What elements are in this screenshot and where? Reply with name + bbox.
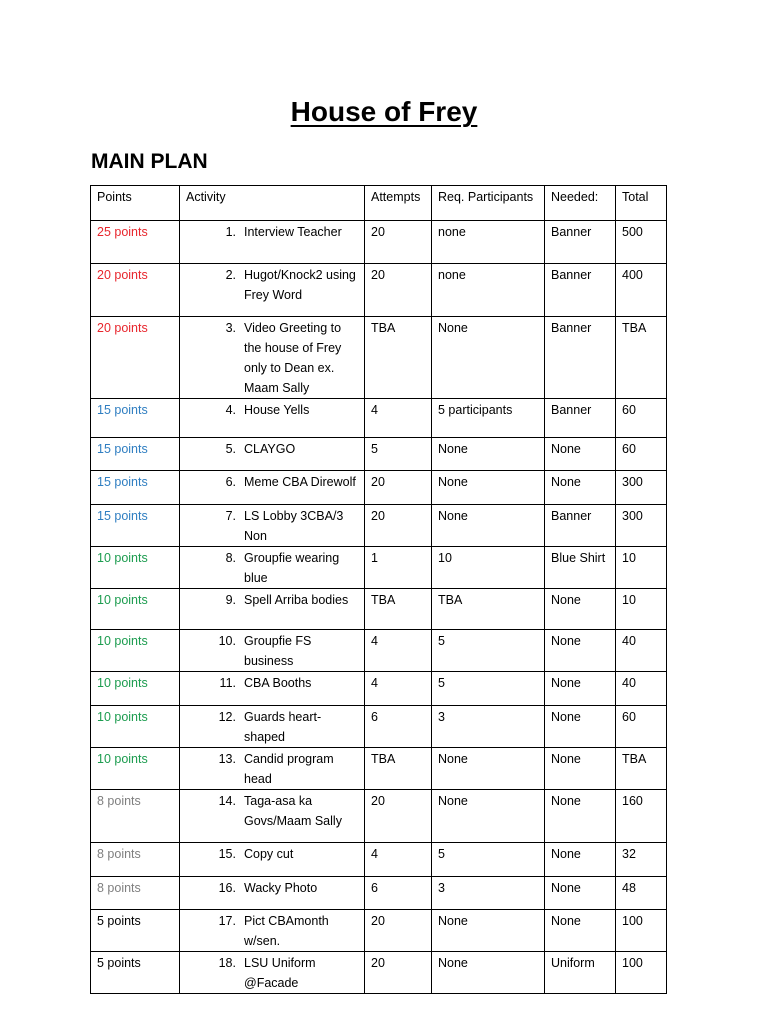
activity-text: Copy cut bbox=[244, 847, 294, 861]
needed-cell: Banner bbox=[545, 399, 616, 438]
needed-cell: Uniform bbox=[545, 952, 616, 994]
activity-number: 12. bbox=[218, 710, 236, 724]
attempts-cell: 20 bbox=[365, 264, 432, 317]
needed-cell: None bbox=[545, 438, 616, 471]
attempts-cell: TBA bbox=[365, 589, 432, 630]
needed-cell: None bbox=[545, 589, 616, 630]
table-row bbox=[91, 505, 667, 547]
header-total: Total bbox=[616, 186, 667, 221]
activity-number: 4. bbox=[225, 403, 236, 417]
activity-number: 10. bbox=[218, 634, 236, 648]
activity-cell bbox=[180, 589, 365, 630]
activity-text: Wacky Photo bbox=[244, 881, 318, 895]
participants-cell: none bbox=[432, 264, 545, 317]
total-cell: 60 bbox=[616, 706, 667, 748]
table-row bbox=[91, 672, 667, 706]
participants-cell: 5 participants bbox=[432, 399, 545, 438]
table-row bbox=[91, 748, 667, 790]
total-cell: 32 bbox=[616, 843, 667, 877]
activity-text: Groupfie FS business bbox=[244, 634, 312, 668]
total-cell: 40 bbox=[616, 630, 667, 672]
participants-cell: None bbox=[432, 438, 545, 471]
activity-cell bbox=[180, 547, 365, 589]
activity-number: 1. bbox=[225, 225, 236, 239]
activity-cell bbox=[180, 317, 365, 399]
activity-cell bbox=[180, 471, 365, 505]
header-needed: Needed: bbox=[545, 186, 616, 221]
activity-number: 5. bbox=[225, 442, 236, 456]
header-points: Points bbox=[91, 186, 180, 221]
total-cell: 300 bbox=[616, 471, 667, 505]
table-row bbox=[91, 264, 667, 317]
participants-cell: 3 bbox=[432, 706, 545, 748]
needed-cell: Banner bbox=[545, 221, 616, 264]
table-row bbox=[91, 438, 667, 471]
table-row bbox=[91, 877, 667, 910]
activity-cell bbox=[180, 399, 365, 438]
points-cell: 10 points bbox=[91, 547, 180, 589]
activity-number: 13. bbox=[218, 752, 236, 766]
activity-number: 17. bbox=[218, 914, 236, 928]
activity-text: House Yells bbox=[244, 403, 310, 417]
activity-number: 6. bbox=[225, 475, 236, 489]
participants-cell: None bbox=[432, 317, 545, 399]
total-cell: 60 bbox=[616, 399, 667, 438]
activity-cell bbox=[180, 877, 365, 910]
total-cell: 300 bbox=[616, 505, 667, 547]
points-cell: 5 points bbox=[91, 910, 180, 952]
needed-cell: Blue Shirt bbox=[545, 547, 616, 589]
participants-cell: 5 bbox=[432, 630, 545, 672]
participants-cell: None bbox=[432, 505, 545, 547]
attempts-cell: 20 bbox=[365, 952, 432, 994]
needed-cell: Banner bbox=[545, 264, 616, 317]
activity-text: LS Lobby 3CBA/3 Non bbox=[244, 509, 344, 543]
table-row bbox=[91, 589, 667, 630]
needed-cell: Banner bbox=[545, 505, 616, 547]
table-row bbox=[91, 843, 667, 877]
activity-number: 18. bbox=[218, 956, 236, 970]
activity-text: Video Greeting to the house of Frey only to Dean ex. Maam Sally bbox=[244, 321, 342, 395]
points-cell: 10 points bbox=[91, 630, 180, 672]
activity-cell bbox=[180, 790, 365, 843]
activity-text: Interview Teacher bbox=[244, 225, 342, 239]
activity-text: Pict CBAmonth w/sen. bbox=[244, 914, 329, 948]
activity-cell bbox=[180, 748, 365, 790]
activity-number: 16. bbox=[218, 881, 236, 895]
activity-number: 7. bbox=[225, 509, 236, 523]
total-cell: 500 bbox=[616, 221, 667, 264]
activity-cell bbox=[180, 843, 365, 877]
activity-cell bbox=[180, 910, 365, 952]
header-activity: Activity bbox=[180, 186, 365, 221]
activity-text: Candid program head bbox=[244, 752, 334, 786]
total-cell: 48 bbox=[616, 877, 667, 910]
activity-text: LSU Uniform @Facade bbox=[244, 956, 316, 990]
activity-text: Hugot/Knock2 using Frey Word bbox=[244, 268, 356, 302]
attempts-cell: 20 bbox=[365, 910, 432, 952]
participants-cell: None bbox=[432, 748, 545, 790]
header-attempts: Attempts bbox=[365, 186, 432, 221]
table-row bbox=[91, 221, 667, 264]
attempts-cell: 20 bbox=[365, 471, 432, 505]
attempts-cell: 4 bbox=[365, 843, 432, 877]
activity-cell bbox=[180, 264, 365, 317]
header-row bbox=[91, 186, 667, 221]
participants-cell: 5 bbox=[432, 843, 545, 877]
total-cell: TBA bbox=[616, 748, 667, 790]
attempts-cell: 5 bbox=[365, 438, 432, 471]
header-participants: Req. Participants bbox=[432, 186, 545, 221]
attempts-cell: 4 bbox=[365, 630, 432, 672]
points-cell: 8 points bbox=[91, 843, 180, 877]
activity-text: CLAYGO bbox=[244, 442, 296, 456]
needed-cell: None bbox=[545, 471, 616, 505]
total-cell: 10 bbox=[616, 547, 667, 589]
points-cell: 10 points bbox=[91, 748, 180, 790]
points-cell: 15 points bbox=[91, 399, 180, 438]
attempts-cell: TBA bbox=[365, 317, 432, 399]
needed-cell: None bbox=[545, 672, 616, 706]
needed-cell: None bbox=[545, 910, 616, 952]
total-cell: 40 bbox=[616, 672, 667, 706]
activity-number: 11. bbox=[219, 676, 236, 690]
attempts-cell: 20 bbox=[365, 790, 432, 843]
activity-text: Meme CBA Direwolf bbox=[244, 475, 356, 489]
needed-cell: None bbox=[545, 790, 616, 843]
table-row bbox=[91, 471, 667, 505]
points-cell: 5 points bbox=[91, 952, 180, 994]
table-row bbox=[91, 399, 667, 438]
activity-cell bbox=[180, 505, 365, 547]
attempts-cell: 1 bbox=[365, 547, 432, 589]
attempts-cell: 6 bbox=[365, 877, 432, 910]
points-cell: 20 points bbox=[91, 317, 180, 399]
participants-cell: 10 bbox=[432, 547, 545, 589]
activity-number: 8. bbox=[225, 551, 236, 565]
attempts-cell: 4 bbox=[365, 672, 432, 706]
activity-number: 14. bbox=[218, 794, 236, 808]
total-cell: 100 bbox=[616, 910, 667, 952]
points-cell: 15 points bbox=[91, 438, 180, 471]
total-cell: TBA bbox=[616, 317, 667, 399]
attempts-cell: 20 bbox=[365, 221, 432, 264]
attempts-cell: 20 bbox=[365, 505, 432, 547]
needed-cell: None bbox=[545, 843, 616, 877]
activity-cell bbox=[180, 706, 365, 748]
points-cell: 10 points bbox=[91, 672, 180, 706]
section-title: MAIN PLAN bbox=[91, 150, 208, 173]
attempts-cell: 4 bbox=[365, 399, 432, 438]
points-cell: 15 points bbox=[91, 505, 180, 547]
activity-cell bbox=[180, 438, 365, 471]
table-row bbox=[91, 547, 667, 589]
page-title: House of Frey bbox=[290, 96, 478, 127]
table-row bbox=[91, 790, 667, 843]
activity-cell bbox=[180, 672, 365, 706]
participants-cell: none bbox=[432, 221, 545, 264]
points-cell: 10 points bbox=[91, 706, 180, 748]
participants-cell: TBA bbox=[432, 589, 545, 630]
needed-cell: None bbox=[545, 706, 616, 748]
participants-cell: None bbox=[432, 952, 545, 994]
total-cell: 400 bbox=[616, 264, 667, 317]
total-cell: 160 bbox=[616, 790, 667, 843]
table-row bbox=[91, 317, 667, 399]
activity-number: 2. bbox=[225, 268, 236, 282]
points-cell: 10 points bbox=[91, 589, 180, 630]
total-cell: 10 bbox=[616, 589, 667, 630]
total-cell: 60 bbox=[616, 438, 667, 471]
participants-cell: None bbox=[432, 790, 545, 843]
needed-cell: None bbox=[545, 877, 616, 910]
activity-text: CBA Booths bbox=[244, 676, 312, 690]
points-cell: 20 points bbox=[91, 264, 180, 317]
activity-text: Taga-asa ka Govs/Maam Sally bbox=[244, 794, 342, 828]
activity-text: Groupfie wearing blue bbox=[244, 551, 340, 585]
activity-text: Spell Arriba bodies bbox=[244, 593, 349, 607]
participants-cell: 3 bbox=[432, 877, 545, 910]
table-row bbox=[91, 910, 667, 952]
points-cell: 8 points bbox=[91, 877, 180, 910]
attempts-cell: 6 bbox=[365, 706, 432, 748]
activity-number: 3. bbox=[225, 321, 236, 335]
participants-cell: None bbox=[432, 471, 545, 505]
activity-number: 15. bbox=[218, 847, 236, 861]
table-row bbox=[91, 630, 667, 672]
activity-number: 9. bbox=[225, 593, 236, 607]
activity-text: Guards heart-shaped bbox=[244, 710, 322, 744]
points-cell: 25 points bbox=[91, 221, 180, 264]
attempts-cell: TBA bbox=[365, 748, 432, 790]
needed-cell: None bbox=[545, 630, 616, 672]
points-cell: 15 points bbox=[91, 471, 180, 505]
table-row bbox=[91, 952, 667, 994]
main-plan-table bbox=[90, 185, 667, 994]
table-row bbox=[91, 706, 667, 748]
points-cell: 8 points bbox=[91, 790, 180, 843]
needed-cell: Banner bbox=[545, 317, 616, 399]
activity-cell bbox=[180, 221, 365, 264]
total-cell: 100 bbox=[616, 952, 667, 994]
needed-cell: None bbox=[545, 748, 616, 790]
participants-cell: None bbox=[432, 910, 545, 952]
participants-cell: 5 bbox=[432, 672, 545, 706]
activity-cell bbox=[180, 952, 365, 994]
activity-cell bbox=[180, 630, 365, 672]
